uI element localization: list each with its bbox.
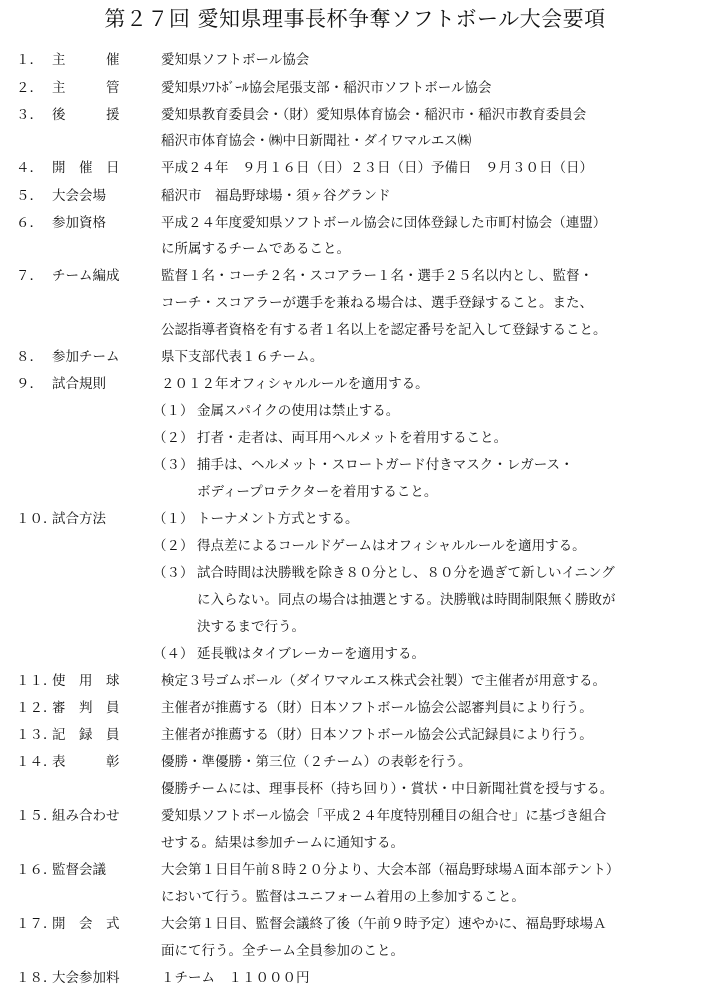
item-number: １６． xyxy=(16,862,57,878)
item-text: 平成２４年度愛知県ソフトボール協会に団体登録した市町村協会（連盟） xyxy=(161,215,607,231)
sub-item-number: （４） xyxy=(153,646,194,662)
item-number: １８． xyxy=(16,970,57,986)
item-text: 愛知県教育委員会・（財）愛知県体育協会・稲沢市・稲沢市教育委員会 xyxy=(161,107,587,123)
item-number: １３． xyxy=(16,727,57,743)
sub-item-number: （２） xyxy=(153,430,194,446)
item-label: チーム編成 xyxy=(52,268,120,284)
item-label: 組み合わせ xyxy=(52,808,120,824)
item-text: １チーム １１０００円 xyxy=(161,970,310,986)
item-label: 記 録 員 xyxy=(52,727,120,743)
item-number: ８． xyxy=(16,349,43,365)
item-label: 主 管 xyxy=(52,80,120,96)
item-label: 使 用 球 xyxy=(52,673,120,689)
item-number: １５． xyxy=(16,808,57,824)
item-text: 主催者が推薦する（財）日本ソフトボール協会公式記録員により行う。 xyxy=(161,727,593,743)
item-number: １０． xyxy=(16,511,57,527)
item-number: ３． xyxy=(16,107,43,123)
item-number: １． xyxy=(16,52,43,68)
item-label: 監督会議 xyxy=(52,862,106,878)
item-number: １４． xyxy=(16,754,57,770)
sub-item-number: （３） xyxy=(153,457,194,473)
sub-item-text: トーナメント方式とする。 xyxy=(197,511,359,527)
sub-item-number: （２） xyxy=(153,538,194,554)
sub-item-text: に入らない。同点の場合は抽選とする。決勝戦は時間制限無く勝敗が xyxy=(197,592,616,608)
item-number: ９． xyxy=(16,376,43,392)
item-label: 大会参加料 xyxy=(52,970,120,986)
item-label: 参加資格 xyxy=(52,215,106,231)
sub-item-number: （１） xyxy=(153,511,194,527)
item-label: 参加チーム xyxy=(52,349,120,365)
item-number: ２． xyxy=(16,80,43,96)
sub-item-text: 捕手は、ヘルメット・スロートガード付きマスク・レガース・ xyxy=(197,457,574,473)
item-text: 面にて行う。全チーム全員参加のこと。 xyxy=(161,943,404,959)
item-label: 後 援 xyxy=(52,107,120,123)
item-text: 優勝チームには、理事長杯（持ち回り）・賞状・中日新聞社賞を授与する。 xyxy=(161,781,614,797)
item-number: ７． xyxy=(16,268,43,284)
item-number: １２． xyxy=(16,700,57,716)
sub-item-text: 金属スパイクの使用は禁止する。 xyxy=(197,403,400,419)
sub-item-number: （１） xyxy=(153,403,194,419)
item-text: ２０１２年オフィシャルルールを適用する。 xyxy=(161,376,429,392)
page-title: 第２７回 愛知県理事長杯争奪ソフトボール大会要項 xyxy=(104,7,606,31)
item-text: 監督１名・コーチ２名・スコアラー１名・選手２５名以内とし、監督・ xyxy=(161,268,593,284)
item-text: 愛知県ソフトボール協会「平成２４年度特別種目の組合せ」に基づき組合 xyxy=(161,808,607,824)
item-number: １７． xyxy=(16,916,57,932)
item-label: 試合方法 xyxy=(52,511,106,527)
item-text: 優勝・準優勝・第三位（２チーム）の表彰を行う。 xyxy=(161,754,472,770)
item-label: 主 催 xyxy=(52,52,120,68)
sub-item-text: ボディープロテクターを着用すること。 xyxy=(197,484,438,500)
item-text: 大会第１日目、監督会議終了後（午前９時予定）速やかに、福島野球場Ａ xyxy=(161,916,607,932)
sub-item-text: 決するまで行う。 xyxy=(197,619,305,635)
item-label: 審 判 員 xyxy=(52,700,120,716)
sub-item-text: 試合時間は決勝戦を除き８０分とし、８０分を過ぎて新しいイニング xyxy=(197,565,615,581)
item-number: ４． xyxy=(16,160,43,176)
item-text: 主催者が推薦する（財）日本ソフトボール協会公認審判員により行う。 xyxy=(161,700,593,716)
item-label: 表 彰 xyxy=(52,754,120,770)
sub-item-text: 延長戦はタイブレーカーを適用する。 xyxy=(197,646,426,662)
item-text: 愛知県ソフトボール協会 xyxy=(161,52,310,68)
item-number: ５． xyxy=(16,188,43,204)
item-text: 平成２４年 ９月１６日（日）２３日（日）予備日 ９月３０日（日） xyxy=(161,160,593,176)
item-text: 検定３号ゴムボール（ダイワマルエス株式会社製）で主催者が用意する。 xyxy=(161,673,606,689)
item-text: 愛知県ｿﾌﾄﾎﾞｰﾙ協会尾張支部・稲沢市ソフトボール協会 xyxy=(161,80,492,96)
item-number: １１． xyxy=(16,673,57,689)
item-text: 県下支部代表１６チーム。 xyxy=(161,349,324,365)
item-text: に所属するチームであること。 xyxy=(161,241,350,257)
sub-item-text: 打者・走者は、両耳用ヘルメットを着用すること。 xyxy=(197,430,508,446)
item-text: において行う。監督はユニフォーム着用の上参加すること。 xyxy=(161,889,525,905)
item-text: 稲沢市 福島野球場・須ヶ谷グランド xyxy=(161,188,391,204)
item-label: 開 催 日 xyxy=(52,160,120,176)
item-label: 試合規則 xyxy=(52,376,106,392)
item-text: コーチ・スコアラーが選手を兼ねる場合は、選手登録すること。また、 xyxy=(161,295,593,311)
sub-item-text: 得点差によるコールドゲームはオフィシャルルールを適用する。 xyxy=(197,538,586,554)
item-label: 大会会場 xyxy=(52,188,106,204)
item-text: せする。結果は参加チームに通知する。 xyxy=(161,835,404,851)
item-label: 開 会 式 xyxy=(52,916,120,932)
item-text: 稲沢市体育協会・㈱中日新聞社・ダイワマルエス㈱ xyxy=(161,133,472,149)
item-text: 大会第１日目午前８時２０分より、大会本部（福島野球場Ａ面本部テント） xyxy=(161,862,620,878)
item-number: ６． xyxy=(16,215,43,231)
item-text: 公認指導者資格を有する者１名以上を認定番号を記入して登録すること。 xyxy=(161,322,607,338)
sub-item-number: （３） xyxy=(153,565,194,581)
